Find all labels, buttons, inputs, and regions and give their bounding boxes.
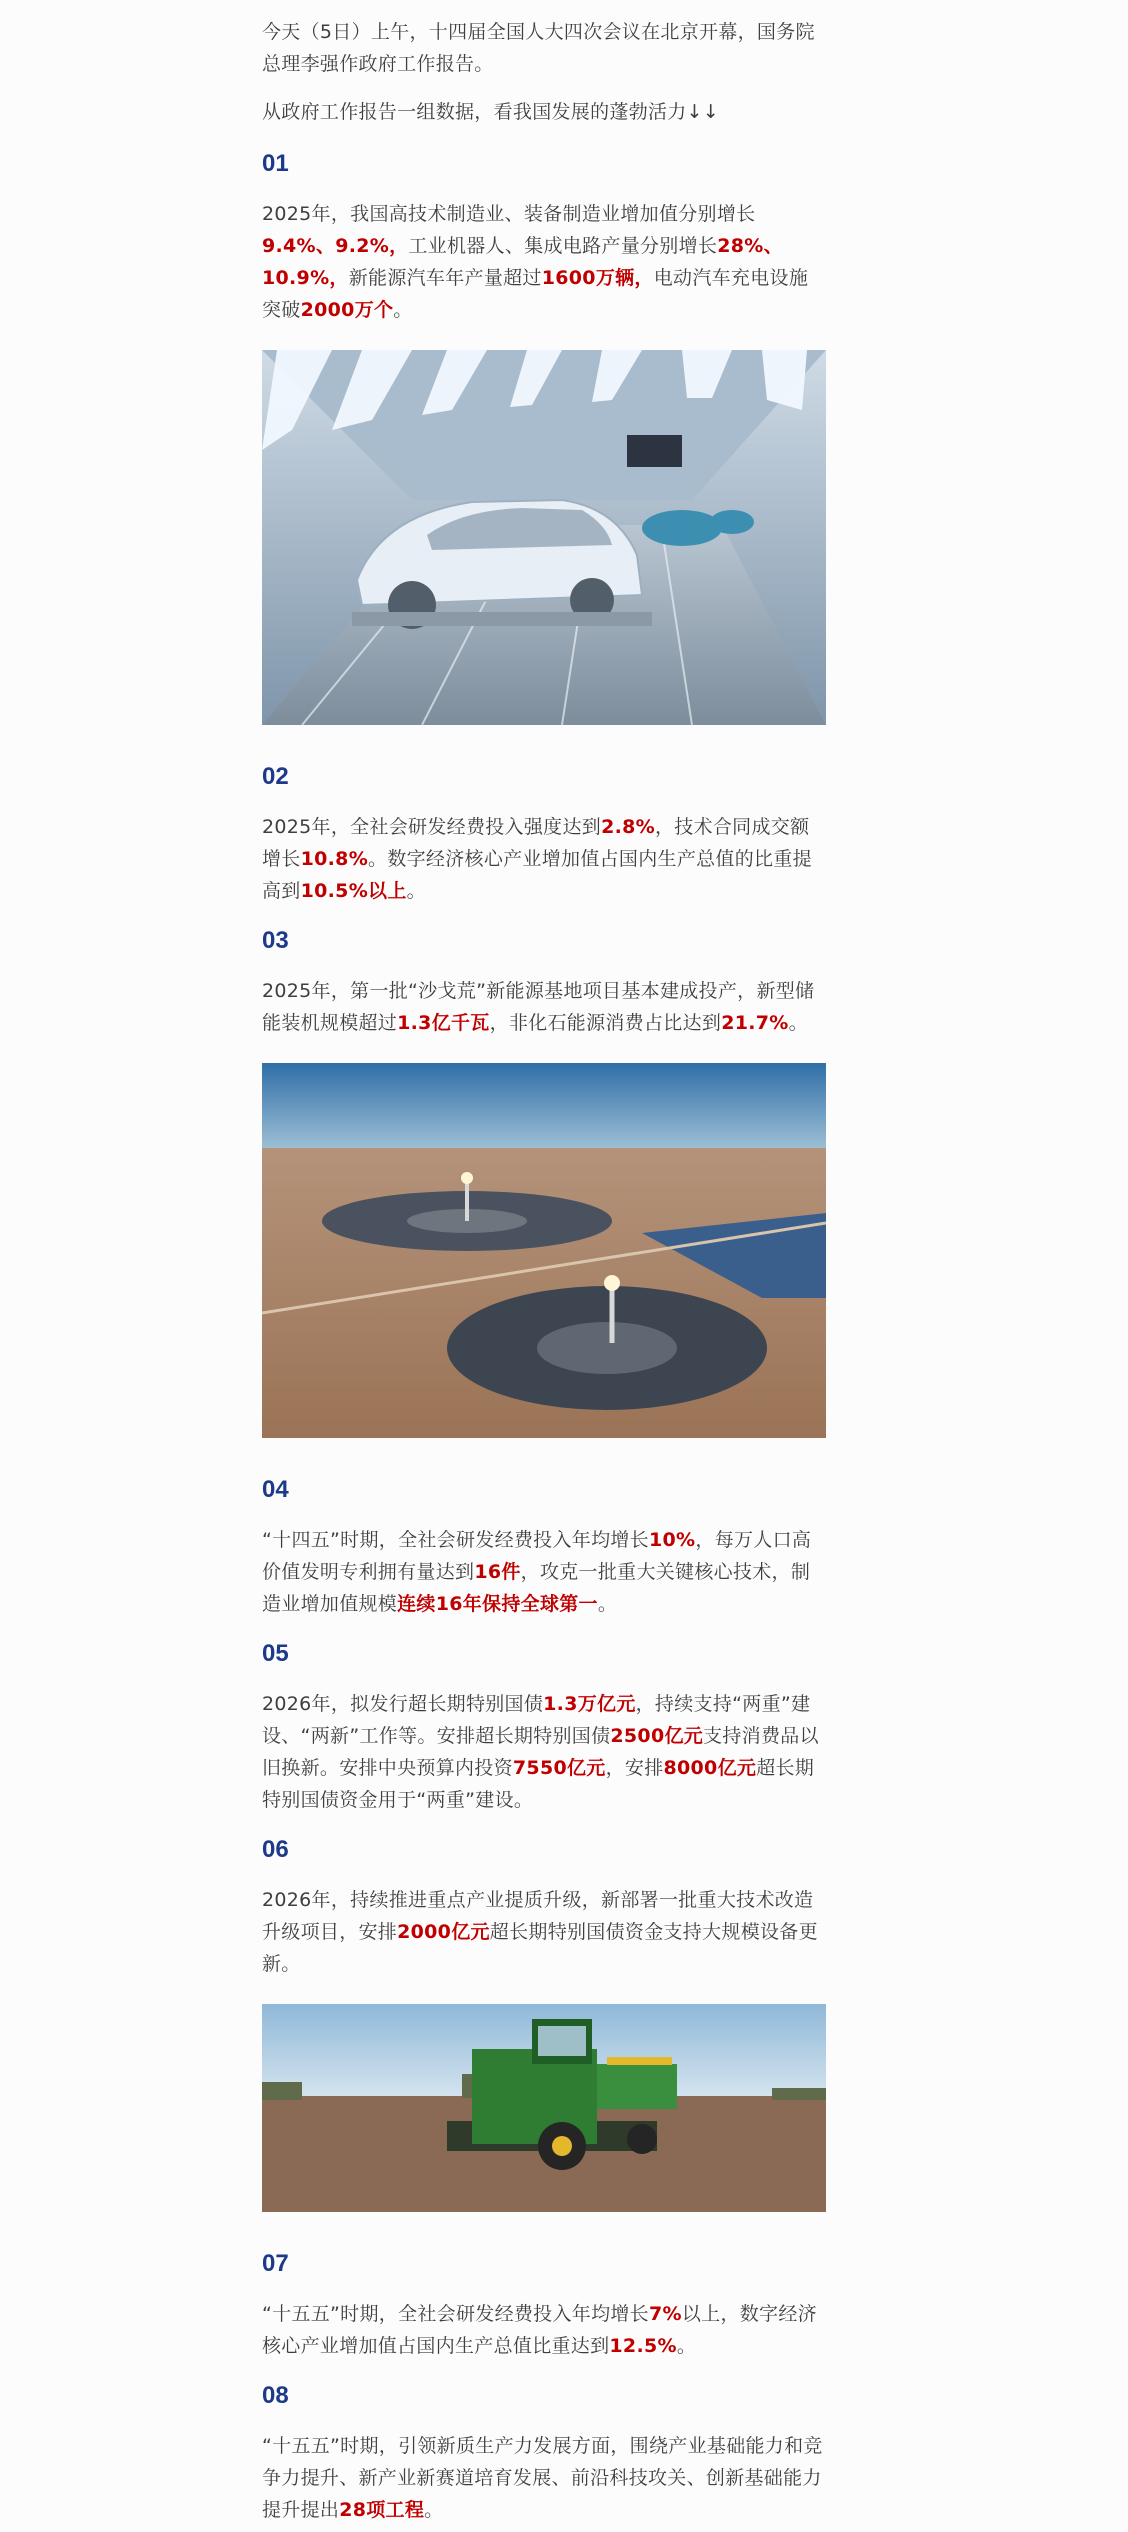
section-number: 07	[262, 2250, 289, 2277]
highlight-figure: 7550亿元	[512, 1757, 606, 1779]
highlight-figure: 28%、10.9%，	[262, 235, 783, 289]
text-segment: ，持续支持“两重”建设、“两新”工作等。安排超长期特别国债	[262, 1693, 811, 1747]
highlight-figure: 2000万个	[300, 299, 394, 321]
text-segment: 超长期特别国债资金用于“两重”建设。	[262, 1757, 815, 1811]
text-segment: 2025年，全社会研发经费投入强度达到	[262, 816, 602, 838]
section-number: 06	[262, 1836, 289, 1863]
highlight-figure: 16件	[474, 1561, 521, 1583]
text-segment: “十五五”时期，引领新质生产力发展方面，围绕产业基础能力和竞争力提升、新产业新赛道培育发展、前沿科技攻关、创新基础能力提升提出	[262, 2435, 823, 2521]
highlight-figure: 21.7%	[721, 1012, 789, 1034]
section-number: 05	[262, 1640, 289, 1667]
text-segment: ，安排	[605, 1757, 664, 1779]
highlight-figure: 7%	[649, 2303, 682, 2325]
highlight-figure: 12.5%	[609, 2335, 677, 2357]
highlight-figure: 10.5%以上	[300, 880, 407, 902]
text-segment: ，攻克一批重大关键核心技术，制造业增加值规模	[262, 1561, 811, 1615]
section-text	[262, 811, 826, 907]
highlight-figure: 1.3亿千瓦	[397, 1012, 490, 1034]
solar-plant-image	[262, 1063, 826, 1438]
text-segment: ，技术合同成交额增长	[262, 816, 810, 870]
intro-paragraph: 今天（5日）上午，十四届全国人大四次会议在北京开幕，国务院总理李强作政府工作报告。	[262, 21, 815, 75]
text-segment: 。数字经济核心产业增加值占国内生产总值的比重提高到	[262, 848, 812, 902]
section-text	[262, 1884, 826, 1980]
text-segment: 。	[406, 880, 426, 902]
car-factory-image	[262, 350, 826, 725]
text-segment: 。	[393, 299, 413, 321]
text-segment: ，每万人口高价值发明专利拥有量达到	[262, 1529, 812, 1583]
section-text	[262, 1688, 826, 1816]
section-text	[262, 2298, 826, 2362]
text-segment: 2026年，拟发行超长期特别国债	[262, 1693, 544, 1715]
text-segment: 。	[676, 2335, 697, 2357]
text-segment: 以上，数字经济核心产业增加值占国内生产总值比重达到	[262, 2303, 817, 2357]
text-segment: 超长期特别国债资金支持大规模设备更新。	[262, 1921, 818, 1975]
text-segment: 。	[597, 1593, 618, 1615]
section-number: 04	[262, 1476, 289, 1503]
text-segment: 。	[424, 2499, 444, 2521]
section-text	[262, 1524, 826, 1620]
highlight-figure: 28项工程	[339, 2499, 425, 2521]
text-segment: “十四五”时期，全社会研发经费投入年均增长	[262, 1529, 649, 1551]
highlight-figure: 9.4%、9.2%，	[262, 235, 409, 257]
text-segment: 2026年，持续推进重点产业提质升级，新部署一批重大技术改造升级项目，安排	[262, 1889, 814, 1943]
text-segment: 2025年，我国高技术制造业、装备制造业增加值分别增长	[262, 203, 756, 225]
highlight-figure: 10%	[649, 1529, 696, 1551]
highlight-figure: 10.8%	[300, 848, 369, 870]
text-segment: 新能源汽车年产量超过	[348, 267, 542, 289]
section-number: 02	[262, 763, 289, 790]
section-number: 03	[262, 927, 289, 954]
article-content	[262, 0, 826, 2526]
text-segment: “十五五”时期，全社会研发经费投入年均增长	[262, 2303, 649, 2325]
section-text	[262, 975, 826, 1039]
highlight-figure: 1.3万亿元	[543, 1693, 636, 1715]
text-segment: ，非化石能源消费占比达到	[489, 1012, 722, 1034]
section-number: 08	[262, 2382, 289, 2409]
highlight-figure: 2500亿元	[610, 1725, 704, 1747]
text-segment: 。	[788, 1012, 808, 1034]
text-segment: 2025年，第一批“沙戈荒”新能源基地项目基本建成投产，新型储能装机规模超过	[262, 980, 815, 1034]
section-number: 01	[262, 150, 289, 177]
highlight-figure: 2000亿元	[397, 1921, 490, 1943]
text-segment: 支持消费品以旧换新。安排中央预算内投资	[262, 1725, 819, 1779]
intro-lead-paragraph: 从政府工作报告一组数据，看我国发展的蓬勃活力↓↓	[262, 101, 720, 123]
section-text	[262, 2430, 826, 2526]
section-text	[262, 198, 826, 326]
highlight-figure: 8000亿元	[663, 1757, 757, 1779]
highlight-figure: 1600万辆，	[541, 267, 654, 289]
highlight-figure: 2.8%	[601, 816, 655, 838]
text-segment: 工业机器人、集成电路产量分别增长	[408, 235, 718, 257]
harvester-image	[262, 2004, 826, 2212]
highlight-figure: 连续16年保持全球第一	[397, 1593, 598, 1615]
text-segment: 电动汽车充电设施突破	[262, 267, 809, 321]
